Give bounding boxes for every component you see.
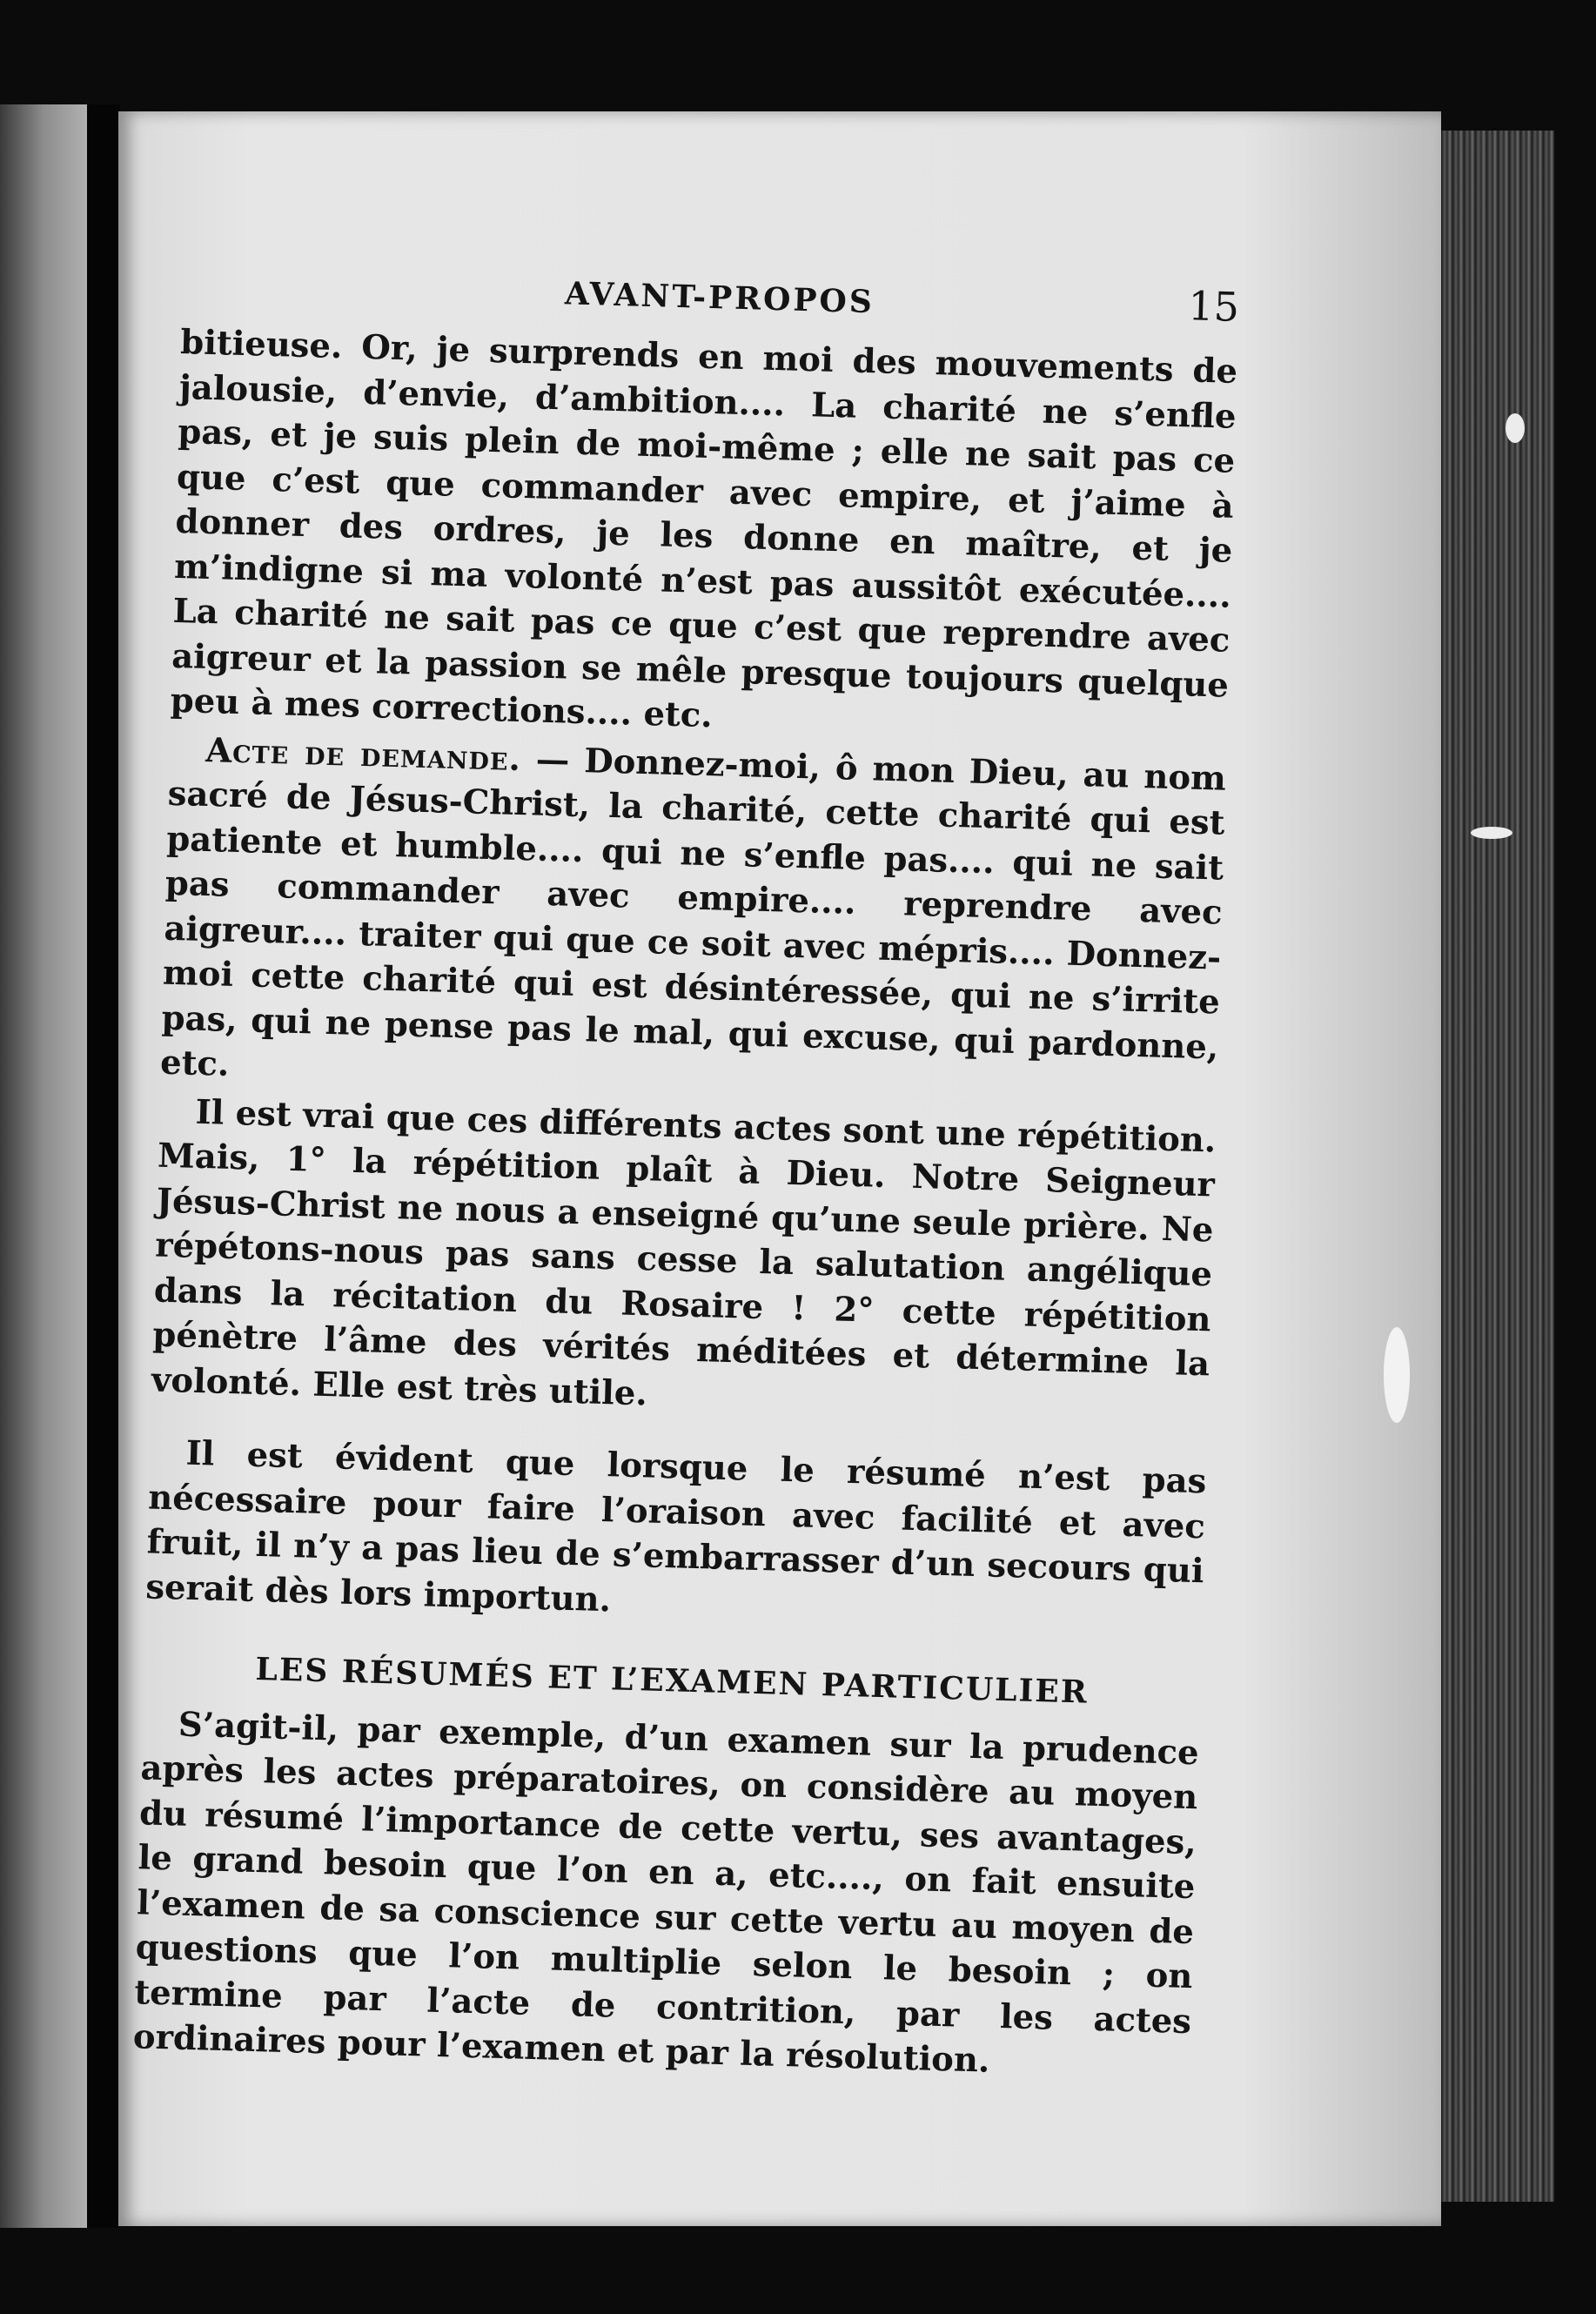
paragraph: bitieuse. Or, je surprends en moi des mouvements de jalousie, d’envie, d’ambition.... La charité ne s’enfle pas, et je suis plein de moi-même ; elle ne sait pas ce que c’est que commander avec empire, et j’aime à donner des ordres, je les donne en maître, et je m’indigne si ma volonté n’est pas aussitôt exécutée.... La charité ne sait pas ce que c’est que reprendre avec aigreur et la passion se mêle presque toujours quelque peu à mes corrections.... etc.	[170, 322, 1238, 736]
paragraph: Il est évident que lorsque le résumé n’est pas nécessaire pour faire l’oraison avec facilité et avec fruit, il n’y a pas lieu de s’embarrasser d’un secours qui serait dès lors importun.	[144, 1433, 1207, 1620]
facing-page-edge	[0, 104, 96, 2228]
page-text	[132, 261, 1239, 2093]
book-gutter	[87, 104, 120, 2228]
section-heading: LES RÉSUMÉS ET L’EXAMEN PARTICULIER	[255, 1650, 1090, 1711]
paragraph-label: Acte de demande.	[205, 730, 522, 779]
scan-speck	[1505, 413, 1525, 443]
section-paragraph: S’agit-il, par exemple, d’un examen sur la prudence après les actes préparatoires, on considère au moyen du résumé l’importance de cette vertu, ses avantages, le grand besoin que l’on en a, etc...., on fait ensuite l’examen de sa conscience sur cette vertu au moyen de questions que l’on multiplie selon le besoin ; on termine par l’acte de contrition, par les actes ordinaires pour l’examen et par la résolution.	[132, 1705, 1200, 2081]
running-title: AVANT-PROPOS	[564, 275, 875, 321]
paragraph: Il est vrai que ces différents actes sont une répétition. Mais, 1° la répétition plaît à Dieu. Notre Seigneur Jésus-Christ ne nous a enseigné qu’une seule prière. Ne répétons-nous pas sans cesse la salutation angélique dans la récitation du Rosaire ! 2° cette répétition pénètre l’âme des vérités méditées et détermine la volonté. Elle est très utile.	[151, 1092, 1217, 1413]
page-fore-edge	[1441, 131, 1554, 2202]
paragraph-body: — Donnez-moi, ô mon Dieu, au nom sacré de Jésus-Christ, la charité, cette charité qui est patiente et humble.... qui ne s’enfle pas.... qui ne sait pas commander avec empire.... reprendre avec aigreur.... traiter qui que ce soit avec mépris.... Donnez-moi cette charité qui est désintéressée, qui ne s’irrite pas, qui ne pense pas le mal, qui excuse, qui pardonne, etc.	[159, 739, 1227, 1084]
scan-speck	[1471, 827, 1512, 839]
paragraph	[160, 727, 1227, 1115]
page-number: 15	[1187, 282, 1240, 331]
scan-speck	[1384, 1327, 1410, 1423]
